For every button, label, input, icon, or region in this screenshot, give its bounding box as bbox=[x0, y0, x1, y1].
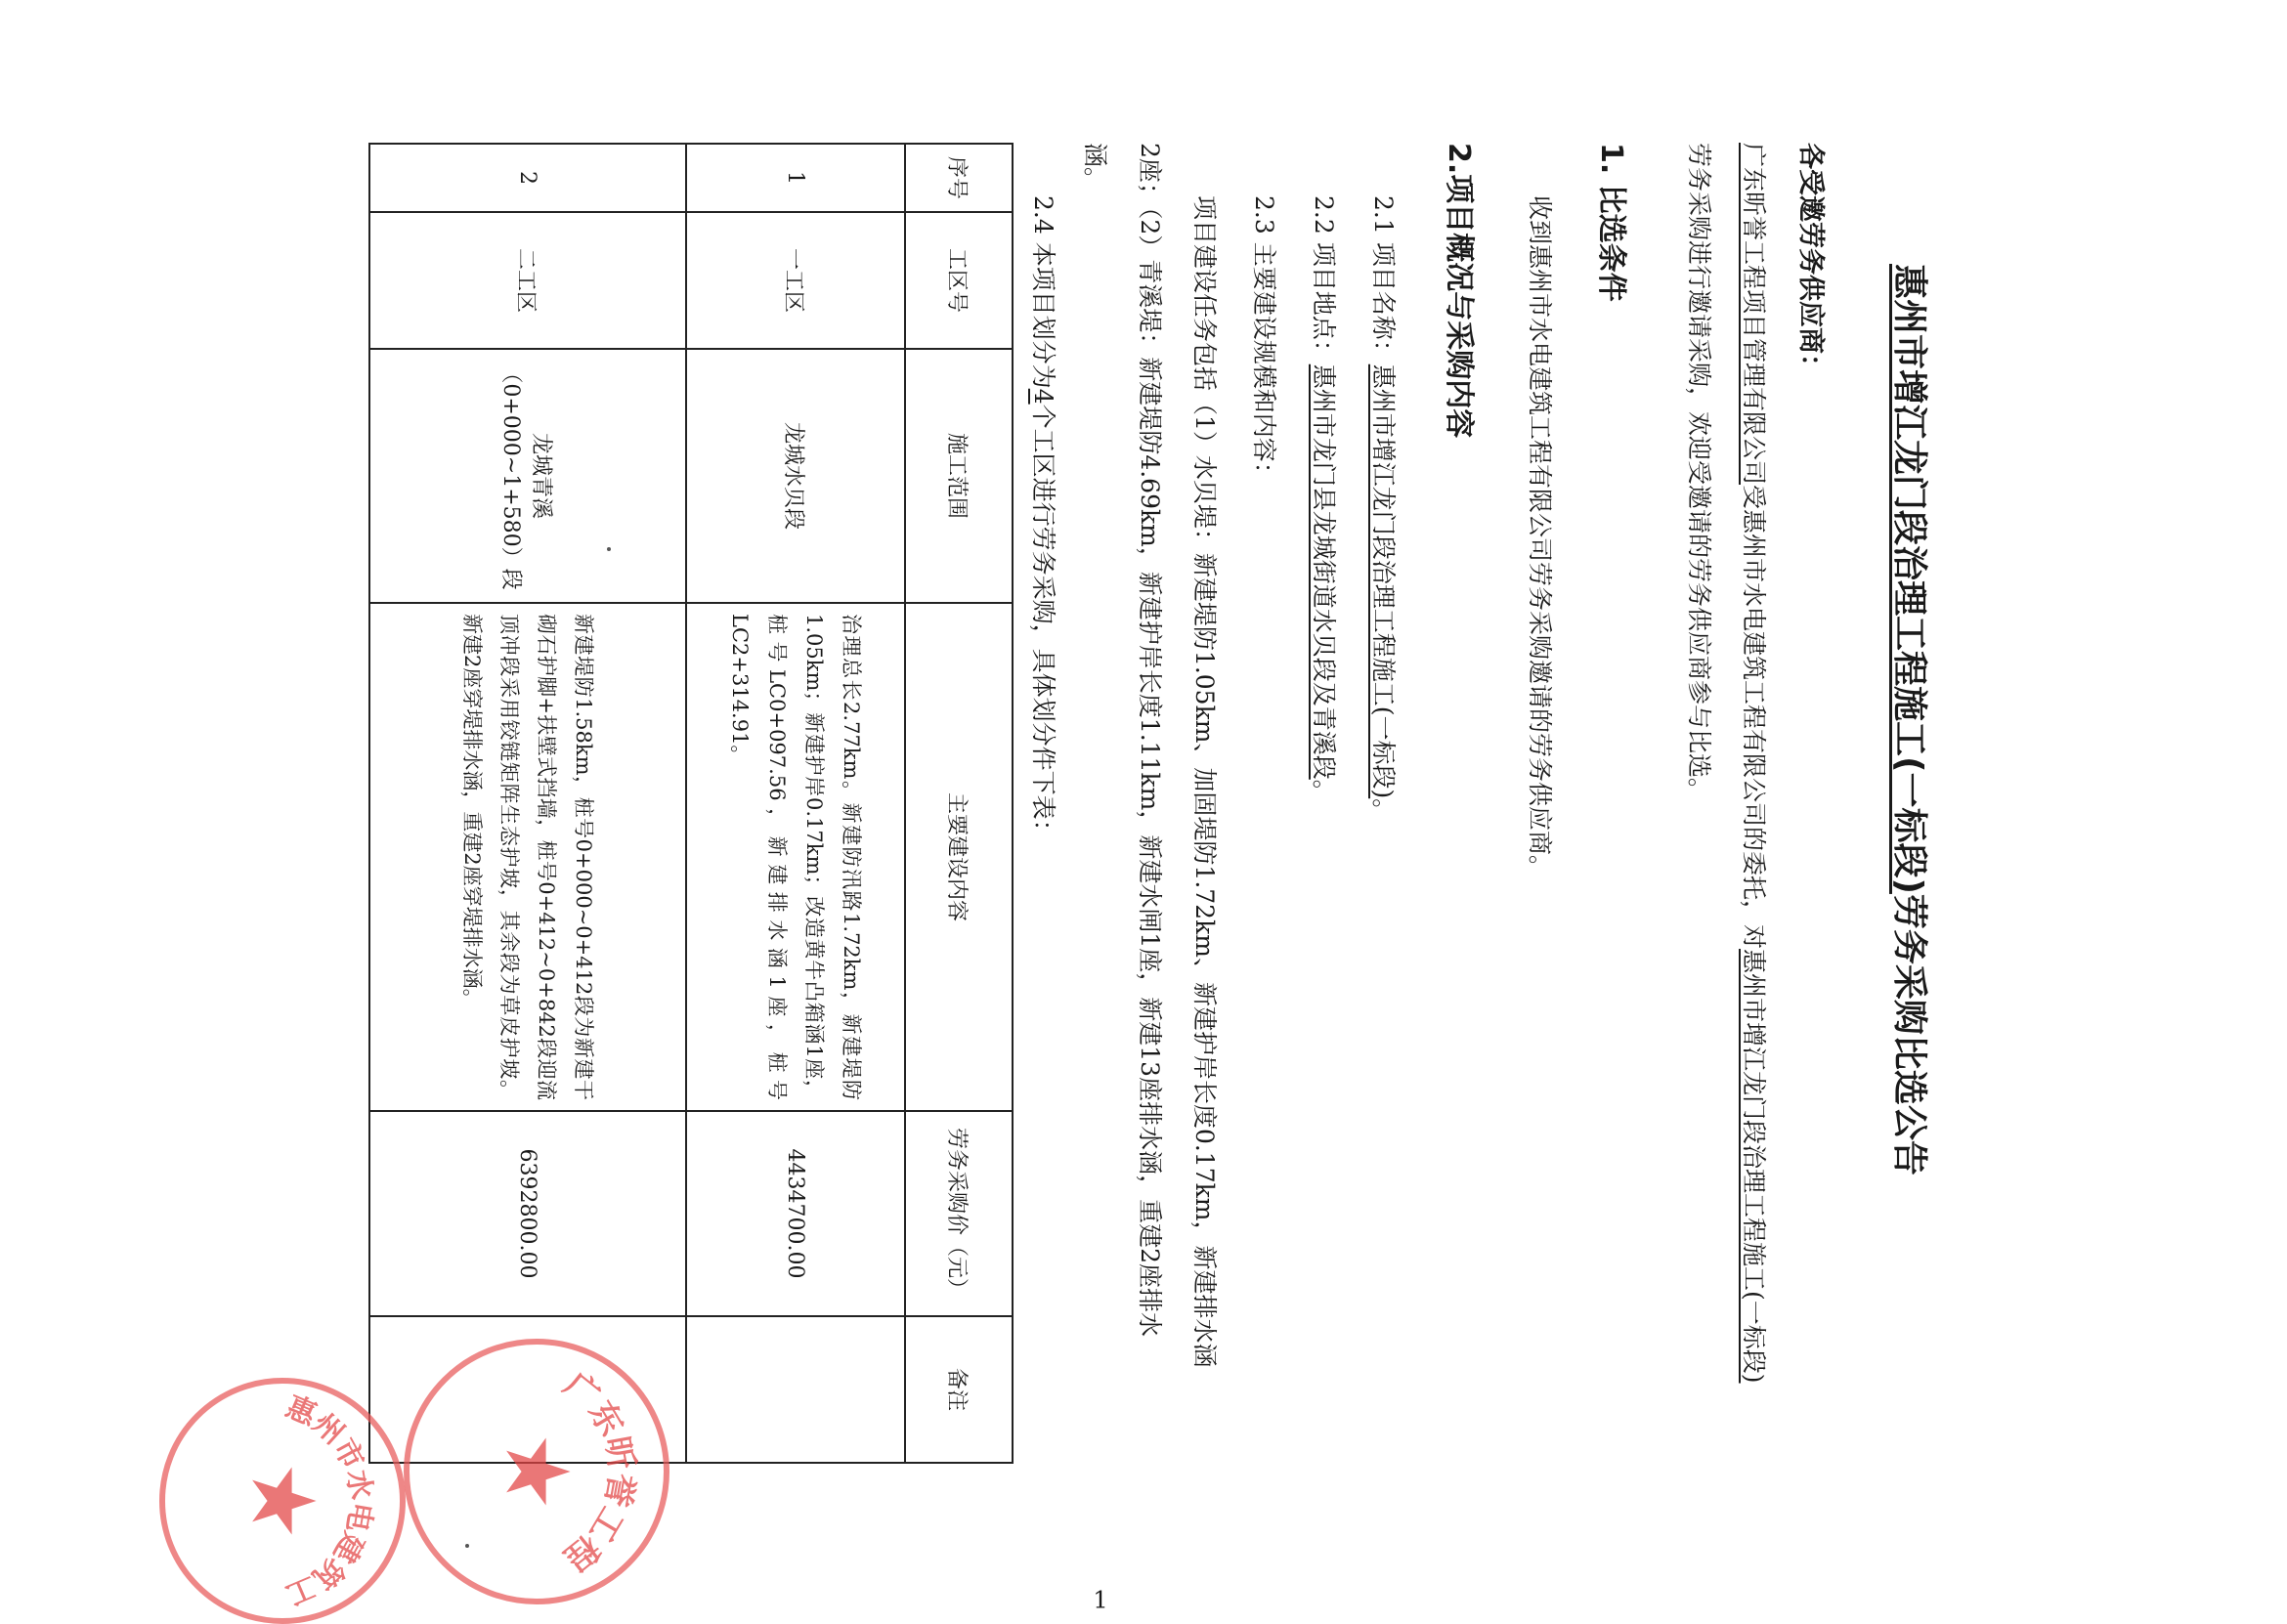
item-2-2-value: 惠州市龙门县龙城街道水贝段及青溪段 bbox=[1310, 363, 1338, 780]
header-no: 序号 bbox=[905, 144, 1013, 212]
header-scope: 施工范围 bbox=[905, 349, 1013, 603]
item-2-1-value: 惠州市增江龙门段治理工程施工(一标段) bbox=[1369, 363, 1398, 799]
header-content: 主要建设内容 bbox=[905, 603, 1013, 1111]
title-rest: 劳务采购比选公告 bbox=[1889, 893, 1929, 1175]
item-2-2-label: 2.2 项目地点： bbox=[1310, 195, 1338, 364]
client-name: 广东昕誉工程项目管理有限公司 bbox=[1740, 143, 1768, 486]
row-no: 1 bbox=[686, 144, 905, 212]
row-price: 6392800.00 bbox=[369, 1111, 686, 1316]
work-zone-table bbox=[368, 143, 1014, 1464]
company-seal-guangdong bbox=[404, 1339, 669, 1604]
intro-text-1: 受惠州市水电建筑工程有限公司的委托，对 bbox=[1740, 485, 1768, 950]
row-scope: 龙城水贝段 bbox=[686, 349, 905, 603]
header-price: 劳务采购价（元） bbox=[905, 1111, 1013, 1316]
row-no: 2 bbox=[369, 144, 686, 212]
item-2-4-post: 个工区进行劳务采购，具体划分件下表： bbox=[1029, 404, 1057, 844]
item-2-3: 2.3 主要建设规模和内容： bbox=[1250, 195, 1278, 487]
addressee: 各受邀劳务供应商： bbox=[1795, 143, 1826, 380]
header-remark: 备注 bbox=[905, 1316, 1013, 1463]
section1-text: 收到惠州市水电建筑工程有限公司劳务采购邀请的劳务供应商。 bbox=[1526, 195, 1554, 880]
page-number: 1 bbox=[1093, 1586, 1108, 1614]
seal1-text: 广东昕誉工程 bbox=[556, 1364, 642, 1579]
table-row bbox=[369, 144, 686, 1463]
item-2-4-number: 4 bbox=[1029, 388, 1057, 405]
item-2-1-label: 2.1 项目名称： bbox=[1369, 195, 1398, 364]
scope-paragraph: 项目建设任务包括（1）水贝堤：新建堤防1.05km、加固堤防1.72km、新建护岸长度0.17km，新建排水涵2座；（2）青溪堤：新建堤防4.69km，新建护岸长度1.11km，新建水闸1座，新建13座排水涵，重建2座排水涵。 bbox=[1081, 143, 1219, 1368]
seal-star-icon: ★ bbox=[231, 1461, 334, 1541]
seal2-text: 惠州市水电建筑工 bbox=[280, 1389, 378, 1612]
row-scope: 龙城青溪（0+000~1+580）段 bbox=[369, 349, 686, 603]
header-zone: 工区号 bbox=[905, 212, 1013, 349]
row-zone: 一工区 bbox=[686, 212, 905, 349]
scan-speck bbox=[465, 1544, 469, 1548]
item-2-1-end: 。 bbox=[1369, 798, 1398, 824]
title-project: 惠州市增江龙门段治理工程施工(一标段) bbox=[1889, 264, 1929, 894]
row-content: 治理总长2.77km。新建防汛路1.72km，新建堤防1.05km；新建护岸0.17km；改造黄牛凸箱涵1座，桩号LC0+097.56，新建排水涵1座，桩号LC2+314.91。 bbox=[686, 603, 905, 1111]
scan-speck bbox=[607, 547, 611, 551]
intro-project-name: 惠州市增江龙门段治理工程施工(一标段) bbox=[1740, 949, 1768, 1384]
item-2-1 bbox=[1367, 195, 1402, 823]
section1-heading: 1. 比选条件 bbox=[1594, 143, 1628, 302]
row-remark bbox=[686, 1316, 905, 1463]
table-row bbox=[686, 144, 905, 1463]
table-header-row bbox=[905, 144, 1013, 1463]
company-seal-huizhou bbox=[159, 1378, 406, 1624]
item-2-4-pre: 2.4 本项目划分为 bbox=[1029, 195, 1057, 389]
item-2-2-end: 。 bbox=[1310, 779, 1338, 804]
row-price: 4434700.00 bbox=[686, 1111, 905, 1316]
row-content: 新建堤防1.58km，桩号0+000~0+412段为新建干砌石护脚+扶壁式挡墙，桩号0+412~0+842段迎流顶冲段采用铰链矩阵生态护坡，其余段为草皮护坡。新建2座穿堤排水涵，重建2座穿堤排水涵。 bbox=[369, 603, 686, 1111]
intro-text-2: 劳务采购进行邀请采购，欢迎受邀请的劳务供应商参与比选。 bbox=[1685, 143, 1713, 803]
item-2-4 bbox=[1027, 195, 1062, 844]
section2-heading: 2.项目概况与采购内容 bbox=[1442, 143, 1476, 439]
document-title bbox=[1887, 264, 1937, 1175]
row-zone: 二工区 bbox=[369, 212, 686, 349]
intro-paragraph bbox=[1671, 143, 1781, 1384]
seal-star-icon: ★ bbox=[485, 1432, 588, 1512]
item-2-2 bbox=[1308, 195, 1343, 804]
